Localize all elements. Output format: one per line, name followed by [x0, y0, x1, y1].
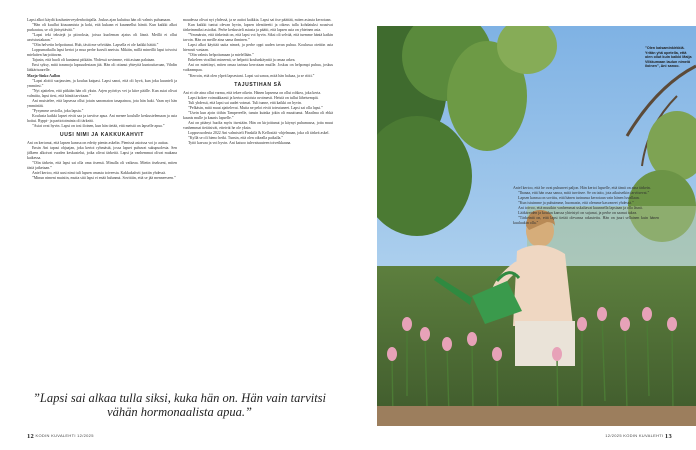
paragraph: Loppuvuodesta 2022 Ani valmisteli Finskilä & Kellostää -ohjelmaan, joka oli tärkeä askel.: [188, 130, 330, 135]
article-column-3: [513, 186, 659, 384]
paragraph: Ani on pitänyt huolta myös itsestään. Hän on kirjoittanut ja käynyt puhumassa, jotta muut vanhemmat tietäisivät, etteivät he ole yksin.: [183, 120, 333, 130]
paragraph: ”Kun istuimme ja puhuimme, huomasin, että olemme kasvaneet yhdessä.”: [518, 201, 634, 206]
paragraph: Koulusta kaikki lapset eivät saa ja tarvitse apua. Ani menee koululle keskustelemaan ja asia hoitui. Ryppi- ja partiotoiminta oli tärkeää.: [27, 113, 177, 123]
photo-caption: ”Olen kaisaminkirkkiä. Yritän yhä opetella, että olen ollut kuin kaikki Maija Vilkkumaan laulun nimeiä iloinen”, Ani sanoo.: [645, 46, 692, 69]
paragraph: ”Nyt ajattelen, että pitkään hän oli yksin. Arjen pyöritys vei ja kiire päälle. Kun asiat olivat valmiita, lapsi tiesi, että häntä tarvitaan.”: [27, 88, 177, 98]
paragraph: ”Lapsi teki tekstejä ja piirroksia, joissa kuoleman ajatus oli läsnä. Meillä ei ollut aavistustakaan.”: [27, 33, 177, 43]
magazine-issue: KODIN KUVALEHTI 12/2025: [35, 433, 94, 438]
paragraph: Ani muistelee, että lapsessa ollut jotain sanomaton tasapainoa, jota hän haki. Vaan nyt hän ymmärtää.: [27, 98, 177, 108]
page-number: 13: [664, 433, 672, 440]
paragraph: ”Minun nimeni muistin, mutta sitä lapsi ei enää halunnut. Sovittiin, että se jää menneeseen.”: [32, 176, 176, 181]
paragraph: ”Olin helvetin helpottunut. Huh, tästä me selvitään. Lapsella ei ole kaikki hätää.”: [32, 43, 159, 48]
paragraph: ”Asiat ovat hyvin. Lapsi on tosi iloinen, kun hän tietää, että meistä on lapselle apua.”: [32, 123, 165, 128]
paragraph: Ani on miettinyt, miten omaa tarinaa kerrotaan muille. Joskus on helpompi puhua, joskus vaikeampaa.: [183, 63, 333, 73]
article-column-1: [27, 18, 177, 384]
paragraph: ”Ihanaa, että hän osaa sanoa, mitä tarvitsee. Se on taito, jota aikuisetkin tarvitsevat.”: [518, 191, 650, 196]
paragraph: Tuli yhdessä, että lapsi sai uudet voimat. Tuli tunne, että kaikki on hyvin.: [188, 100, 302, 105]
paragraph: ”Tärkeintä on, että lapsi tietää olevansa rakastettu. Hän on juuri sellainen kuin hänen kuuluukin olla.”: [513, 216, 659, 226]
paragraph: Ani on kertonut, että lapsen kanssa on edetty pienin askelin. Pienissä asioissa voi jo auttaa.: [27, 141, 169, 146]
section-subheading: TAJUSTIHAN SÄ: [234, 81, 282, 88]
paragraph: Lapsi alkoi käydä koulunterveydenhoitajalla. Joskus ajan kuluttua hän oli valmis puhumaan.: [27, 18, 171, 22]
paragraph: Tyttö kasvaa ja voi hyvin. Ani katsoo tulevaisuuteen toiveikkaana.: [188, 141, 292, 146]
paragraph: Aniel kertoo, että uusi nimi tuli lapsen omasta toiveesta. Kakkukahvit juotiin yhdessä.: [32, 171, 166, 176]
paragraph: Aniel kertoo, että he ovat puhuneet paljon. Hän kertoi lapselle, että tämä on aina tärkein.: [513, 186, 651, 190]
paragraph: Lapsi alkoi käyttää uutta nimeä, ja perhe oppi uuden tavan puhua. Koulussa otettiin asia hienosti vastaan.: [183, 43, 333, 53]
footer-right: [605, 433, 672, 440]
bold-name: Marja-Sinko Aallon: [27, 73, 61, 78]
paragraph: ”Olin tärkein, että lapsi sai olla oma itsensä. Minulla oli vaikeaa. Mietin itsekseni, miten tästä jatketaan.”: [27, 161, 177, 171]
article-column-2: [183, 18, 333, 384]
paragraph: Ensi syksy, mitä traumoja lapsuudestaan jää. Hän oli ottanut yhteyttä kuntouttavaan, Vihdin lääkärisaarelle.: [27, 63, 177, 73]
paragraph: ”Kerroin, että olen ylpeä lapsestani. Lapsi sai sanoa, mitä hän haluaa, ja se riitti.”: [188, 73, 315, 78]
paragraph: ”Pelkäsin, mitä muut ajattelevat. Mutta ne pelot eivät toteutuneet. Lapsi sai olla lapsi.”: [188, 105, 323, 110]
paragraph: Kun kaikki tuntui olevan hyvin, lapsen identiteetti ja oikeus tulla kohdatuksi nousivat tärkeimmiksi asioiksi. Perhe keskusteli asiasta ja päätti, että lapsen asia on yhteinen asia.: [183, 23, 333, 33]
footer-left: [27, 433, 94, 440]
paragraph: ”Pysymme arviolla, joka lapsia.”: [32, 108, 84, 113]
pull-quote: ”Lapsi sai alkaa tulla siksi, kuka hän on. Hän vain tarvitsi vähän hormonaalista apua.”: [32, 391, 327, 419]
paragraph: ”Lapsi aloitti suojausten, ja koulua kaipasi. Lapsi sanoi, että oli hyvä, kun joku kuunteli ja ymmärsi.”: [27, 78, 177, 88]
paragraph: ”Hän oli kuullut kiusaamista ja koki, että kukaan ei kuunnellut häntä. Kun kaikki alkoi purkautua, se oli järisyttävää.”: [27, 23, 177, 33]
paragraph: ”Olin valmis helpottumaan ja mielellään.”: [188, 53, 254, 58]
paragraph: Enkeleen virallisti mineenä, se helpotti koulunkäyntiä ja omaa arkea.: [188, 58, 296, 63]
paragraph: Ani ei ole aina ollut varma, että tekee oikein. Hänen lapsensa on ollut rohkea, joka kerta.: [183, 90, 322, 95]
paragraph: maudessa olivat nyt yhdessä, ja se auttoi kaikkia. Lapsi sai itse päättää, miten asiasta kerrotaan.: [183, 18, 332, 22]
paragraph: Lapsen kanssa on sovittu, että hänen tarinansa kerrotaan vain hänen luvallaan.: [518, 196, 640, 201]
paragraph: Ani toivoo, että muutkin vanhemmat uskaltavat kuunnella lapsiaan ja olla läsnä.: [518, 206, 643, 211]
paragraph: Loppumatkalla lapsi kertoi ja mua perhe kuvuli aneista. Mikäin, millä mineillä lapsi toivoisi mieluiten harjoittavan.: [27, 48, 177, 58]
section-subheading: UUSI NIMI JA KAKKUKAHVIT: [60, 132, 144, 139]
paragraph: Lapsi kokee voimakkaasti ja kertoo asioista avoimesti. Heistä on tullut läheisempiä.: [188, 95, 319, 100]
paragraph: ”Usein kun ajoin töihin Tampereelle, tunsin kuinka jokin oli muuttunut. Maailma oli ehkä kaunis mulle ja kaunis lapselle.”: [183, 110, 333, 120]
magazine-issue: 12/2025 KODIN KUVALEHTI: [605, 433, 664, 438]
paragraph: Ensin Ani tapasi ohjaajan, joka kertoi ryhmästä, jossa lapset puhuvat sukupuolesta. Sen jälkeen alkoivat vuoden keskustelut, jotka olivat tärkeitä. Lapsi ja vanhemmat olivat mukana kaikessa.: [27, 146, 177, 161]
paragraph: Lääkäreiden ja koulun kanssa yhteistyö on sujunut, ja perhe on saanut tukea.: [518, 211, 638, 216]
raised-bed: [377, 406, 696, 426]
paragraph: Tajusin, että huoli oli kantanut pitkään. Yhdessä sovimme, että asiaan palataan.: [32, 58, 156, 63]
paragraph: ”Ymmärsin, että tärkeintä on, että lapsi voi hyvin. Siksi oli selvää, että tuemme häntä kaikin tavoin. Hän on meille aina sama ihminen.”: [183, 33, 333, 43]
page-number: 12: [27, 433, 35, 440]
paragraph: ”Kyllä se oli hieno hetki. Tunsin, että olen oikealla paikalla.”: [188, 136, 284, 141]
